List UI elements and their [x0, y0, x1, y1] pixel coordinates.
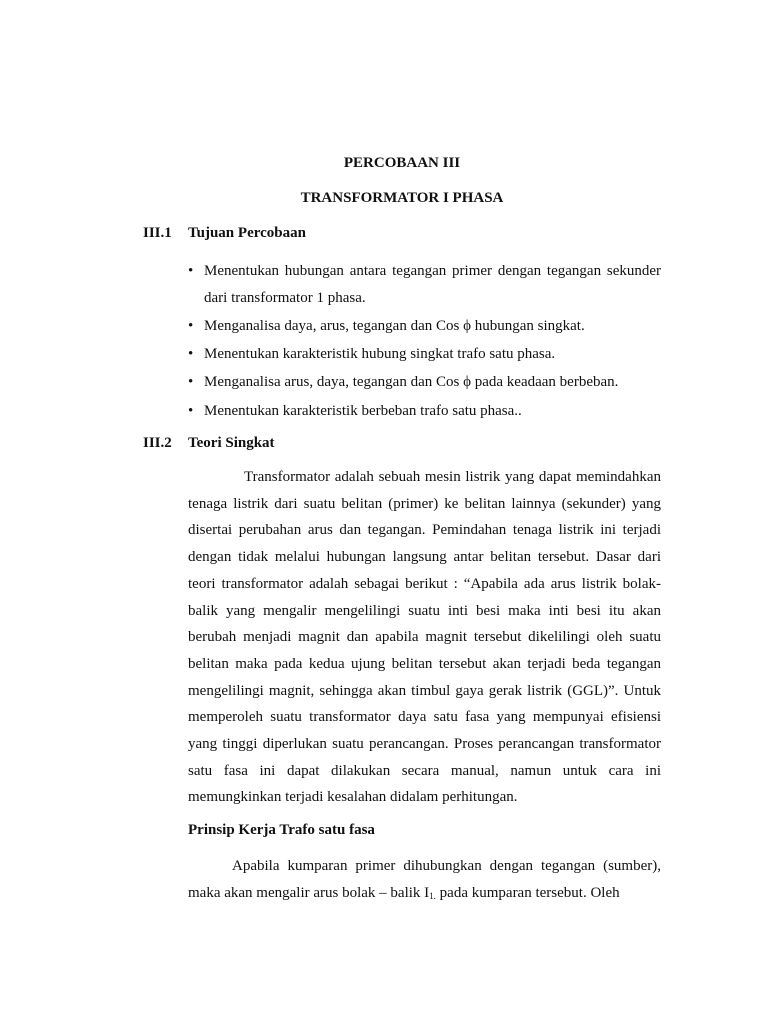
section-2-title: Teori Singkat	[188, 435, 275, 451]
theory-paragraph: Transformator adalah sebuah mesin listrik yang dapat memindahkan tenaga listrik dari suatu belitan (primer) ke belitan lainnya (sekunder) yang disertai perubahan arus dan tegangan. Pemindahan tenaga listrik ini terjadi dengan tidak melalui hubungan langsung antar belitan tersebut. Dasar dari teori transformator adalah sebagai berikut : “Apabila ada arus listrik bolak-balik yang mengalir mengelilingi suatu inti besi maka inti besi itu akan berubah menjadi magnit dan apabila magnit tersebut dikelilingi oleh suatu belitan maka pada kedua ujung belitan tersebut akan terjadi beda tegangan mengelilingi magnit, sehingga akan timbul gaya gerak listrik (GGL)”. Untuk memperoleh suatu transformator daya satu fasa yang mempunyai efisiensi yang tinggi diperlukan suatu perancangan. Proses perancangan transformator satu fasa ini dapat dilakukan secara manual, namun untuk cara ini memungkinkan terjadi kesalahan didalam perhitungan.	[188, 469, 661, 806]
section-2-number: III.2	[143, 435, 172, 451]
principle-text-end: pada kumparan tersebut. Oleh	[435, 884, 620, 901]
principle-text-start: Apabila kumparan primer dihubungkan dengan tegangan (sumber), maka akan mengalir arus bolak – balik I	[188, 858, 661, 901]
subsection-heading: Prinsip Kerja Trafo satu fasa	[188, 822, 375, 838]
document-subtitle: TRANSFORMATOR I PHASA	[300, 190, 504, 206]
objectives-list	[188, 258, 661, 426]
objective-item: • Menentukan karakteristik hubung singkat trafo satu phasa.	[188, 341, 661, 368]
objective-item: • Menganalisa arus, daya, tegangan dan Cos ϕ pada keadaan berbeban.	[188, 369, 661, 396]
objective-item: • Menganalisa daya, arus, tegangan dan Cos ϕ hubungan singkat.	[188, 313, 661, 340]
section-2-heading	[143, 435, 275, 452]
current-subscript: 1.	[429, 890, 436, 901]
objective-item: • Menentukan hubungan antara tegangan primer dengan tegangan sekunder dari transformator 1 phasa.	[188, 258, 661, 311]
section-1-heading	[143, 225, 306, 242]
document-title: PERCOBAAN III	[343, 155, 461, 171]
principle-paragraph	[188, 853, 661, 906]
section-1-title: Tujuan Percobaan	[188, 225, 306, 241]
objective-item: • Menentukan karakteristik berbeban trafo satu phasa..	[188, 398, 661, 425]
section-1-number: III.1	[143, 225, 172, 241]
